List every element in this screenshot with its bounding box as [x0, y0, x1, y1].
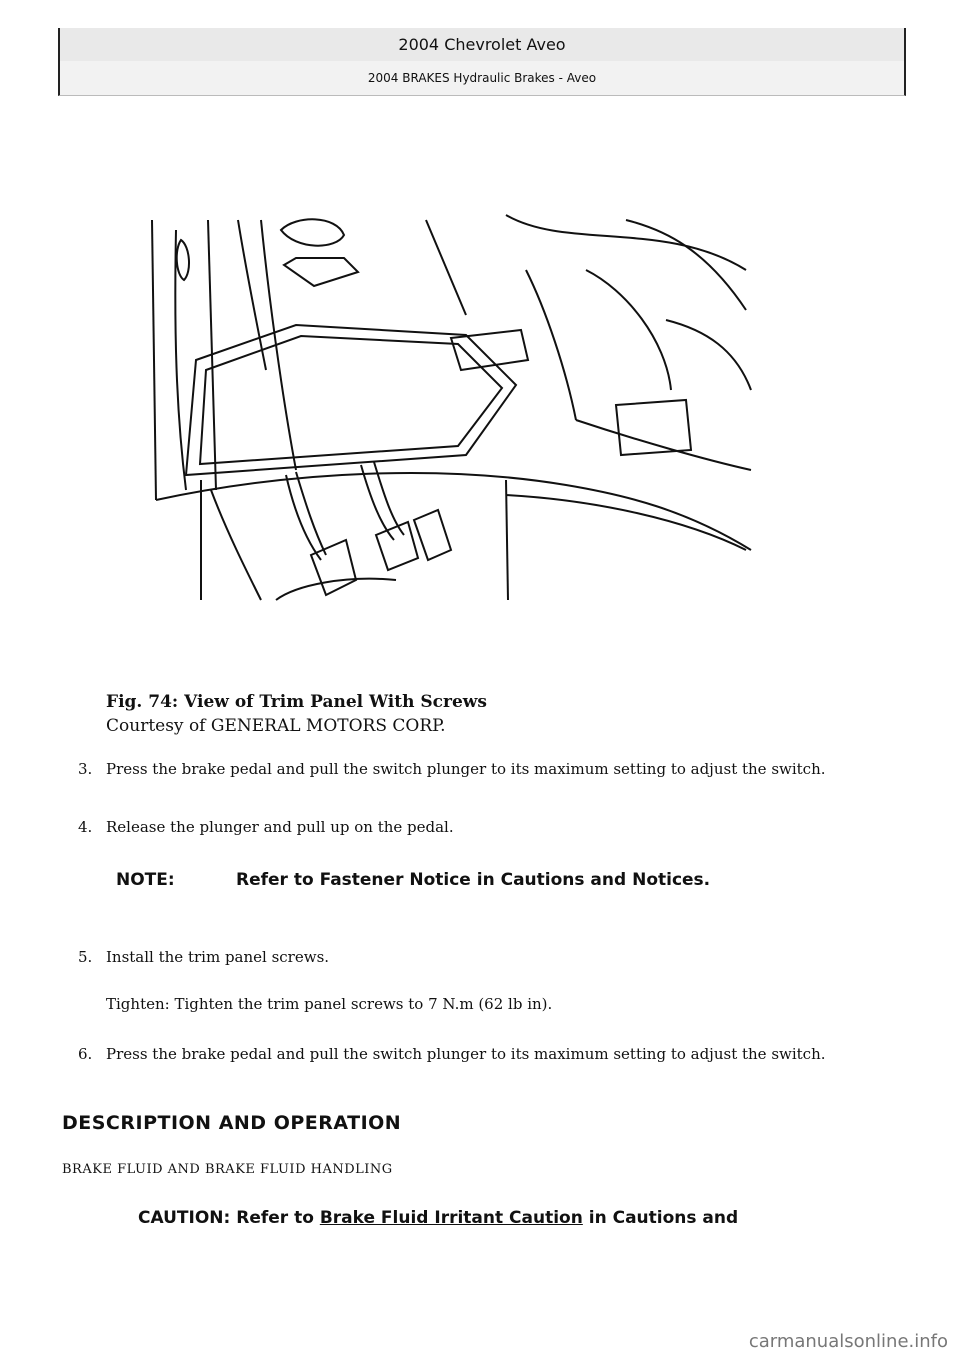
figure-caption — [106, 690, 487, 738]
caution-block — [138, 1208, 738, 1228]
switch-box — [616, 400, 691, 455]
floor-edge — [211, 490, 261, 600]
clutch-pedal — [376, 522, 418, 570]
tighten-spec: Tighten: Tighten the trim panel screws to 7 N.m (62 lb in). — [106, 995, 553, 1013]
note-label: NOTE: — [116, 870, 175, 890]
floor-edge — [506, 480, 508, 600]
step-item — [78, 758, 888, 780]
vent-outline — [177, 240, 189, 280]
column — [526, 270, 576, 420]
step-text: Release the plunger and pull up on the pedal. — [106, 818, 454, 836]
bracket — [451, 330, 528, 370]
dash-line — [506, 215, 746, 270]
knob — [281, 219, 344, 245]
brake-pedal — [311, 540, 356, 595]
note-text: Refer to Fastener Notice in Cautions and Notices. — [236, 870, 711, 890]
step-item — [78, 946, 888, 968]
subsection-heading: BRAKE FLUID AND BRAKE FLUID HANDLING — [62, 1162, 393, 1177]
column — [426, 220, 466, 315]
trim-panel-illustration — [146, 210, 756, 605]
vehicle-title: 2004 Chevrolet Aveo — [58, 28, 906, 61]
step-text: Press the brake pedal and pull the switch plunger to its maximum setting to adjust the switch. — [106, 1045, 826, 1063]
floor-line — [506, 495, 746, 550]
dash-line — [666, 320, 751, 390]
dash-line — [626, 220, 746, 310]
step-item — [78, 816, 888, 838]
page-header — [58, 28, 906, 96]
dash-line — [576, 420, 751, 470]
step-text: Install the trim panel screws. — [106, 948, 330, 966]
figure-title: Fig. 74: View of Trim Panel With Screws — [106, 692, 488, 712]
left-pillar-line — [152, 220, 156, 500]
column — [586, 270, 671, 390]
caution-prefix: CAUTION: Refer to — [138, 1208, 320, 1228]
step-number: 4. — [78, 818, 93, 836]
step-number: 3. — [78, 760, 93, 778]
figure-courtesy: Courtesy of GENERAL MOTORS CORP. — [106, 716, 446, 736]
step-item — [78, 1043, 888, 1065]
step-text: Press the brake pedal and pull the switch plunger to its maximum setting to adjust the switch. — [106, 760, 826, 778]
note-block — [116, 868, 716, 893]
panel-edge — [238, 220, 266, 370]
section-title: 2004 BRAKES Hydraulic Brakes - Aveo — [58, 61, 906, 96]
floor-line — [156, 473, 751, 550]
section-heading: DESCRIPTION AND OPERATION — [62, 1112, 402, 1134]
step-number: 5. — [78, 948, 93, 966]
caution-link[interactable]: Brake Fluid Irritant Caution — [319, 1208, 583, 1228]
watermark: carmanualsonline.info — [748, 1331, 948, 1352]
accelerator-pedal — [414, 510, 451, 560]
knob-base — [284, 258, 358, 286]
pedal-arm — [286, 475, 321, 560]
step-number: 6. — [78, 1045, 93, 1063]
caution-suffix: in Cautions and — [582, 1208, 739, 1228]
